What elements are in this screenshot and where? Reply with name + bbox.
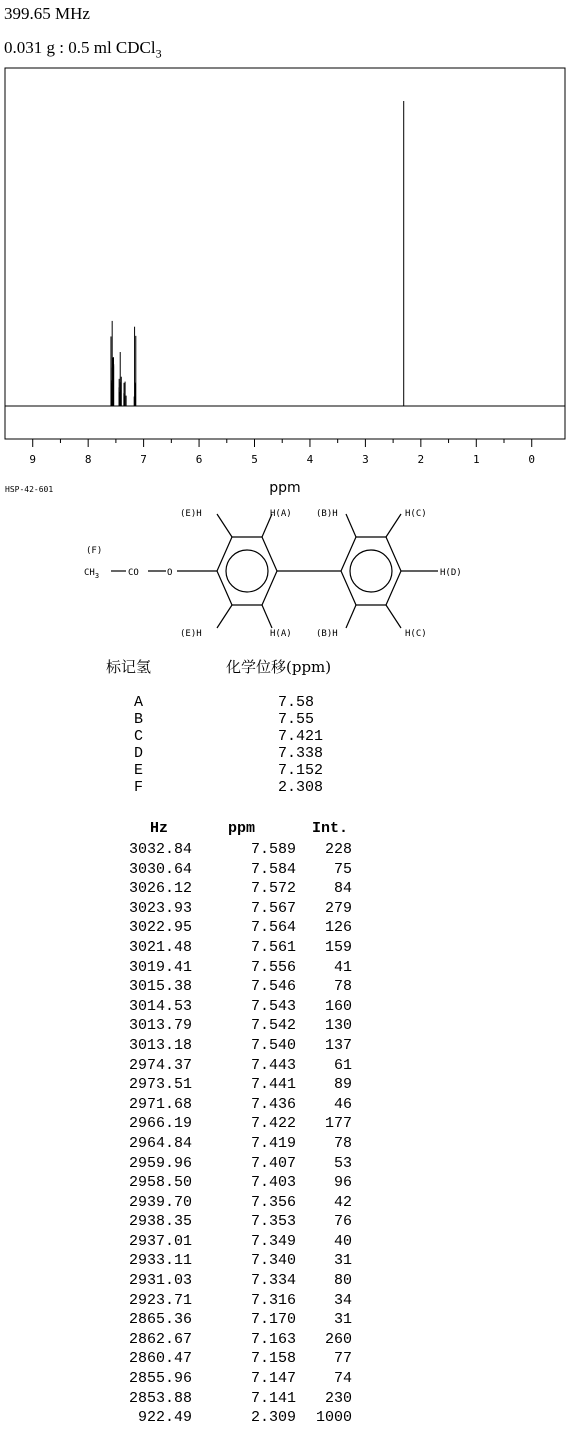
- molecule-structure: [111, 514, 438, 628]
- ppm-value: 7.556: [250, 958, 296, 976]
- hz-value: 2964.84: [128, 1134, 192, 1152]
- peak-list-row: [100, 1291, 370, 1311]
- sample-text: 0.031 g : 0.5 ml CDCl: [4, 38, 156, 57]
- peak-list-row: [100, 1154, 370, 1174]
- label-B-top: (B)H: [316, 509, 338, 519]
- peak-list-row: [100, 1075, 370, 1095]
- int-value: 40: [333, 1232, 352, 1250]
- x-tick-label-2: 2: [417, 453, 425, 466]
- peak-list-rows: [100, 840, 370, 1428]
- ppm-value: 7.422: [250, 1115, 296, 1133]
- label-B-bot: (B)H: [316, 629, 338, 639]
- int-value: 78: [333, 1134, 352, 1152]
- int-value: 96: [333, 1174, 352, 1192]
- int-value: 279: [324, 899, 352, 917]
- peak-list-row: [100, 918, 370, 938]
- label-C-top: H(C): [405, 509, 427, 519]
- ppm-value: 7.356: [250, 1193, 296, 1211]
- int-value: 31: [333, 1252, 352, 1270]
- hz-value: 2971.68: [128, 1095, 192, 1113]
- hydrogen-label: F: [134, 779, 144, 796]
- peak-list-row: [100, 1310, 370, 1330]
- ppm-value: 7.419: [250, 1134, 296, 1152]
- ppm-value: 7.353: [250, 1213, 296, 1231]
- peak-list-row: [100, 1389, 370, 1409]
- x-tick-label-7: 7: [140, 453, 147, 466]
- chemical-shift: 7.152: [278, 762, 324, 779]
- carbonyl-group: CO: [128, 568, 139, 578]
- assignment-table: [96, 656, 376, 796]
- spectrometer-frequency: 399.65 MHz: [4, 4, 90, 23]
- peak-list-row: [100, 1232, 370, 1252]
- hz-value: 2966.19: [128, 1115, 192, 1133]
- int-value: 53: [333, 1154, 352, 1172]
- label-E-top: (E)H: [180, 509, 202, 519]
- hz-value: 2862.67: [128, 1330, 192, 1348]
- int-value: 159: [324, 938, 352, 956]
- plot-frame: [5, 68, 565, 439]
- x-tick-label-0: 0: [528, 453, 536, 466]
- label-A-top: H(A): [270, 509, 292, 519]
- int-value: 137: [324, 1036, 352, 1054]
- col-chemical-shift: 化学位移(ppm): [226, 658, 332, 676]
- assignment-rows: [96, 694, 376, 796]
- ppm-value: 7.170: [250, 1311, 296, 1329]
- right-aromatic-circle: [350, 550, 392, 592]
- hz-value: 2939.70: [128, 1193, 192, 1211]
- ppm-value: 7.403: [250, 1174, 296, 1192]
- x-tick-label-9: 9: [29, 453, 37, 466]
- chemical-shift: 7.58: [278, 694, 315, 711]
- methyl-group: $CH_3$: [84, 568, 100, 580]
- hz-value: 2958.50: [128, 1174, 192, 1192]
- peak-list-row: [100, 1173, 370, 1193]
- int-value: 78: [333, 978, 352, 996]
- hz-value: 3019.41: [128, 958, 192, 976]
- int-value: 89: [333, 1076, 352, 1094]
- peak-list-row: [100, 1330, 370, 1350]
- hz-value: 2937.01: [128, 1232, 192, 1250]
- hz-value: 3023.93: [128, 899, 192, 917]
- peak-list-header: [100, 818, 370, 840]
- ppm-value: 7.443: [250, 1056, 296, 1074]
- hz-value: 922.49: [137, 1409, 192, 1427]
- peak-list-row: [100, 1349, 370, 1369]
- chemical-shift: 7.338: [278, 745, 324, 762]
- col-hydrogen-label: 标记氢: [106, 658, 152, 676]
- int-value: 46: [333, 1095, 352, 1113]
- hz-value: 2933.11: [128, 1252, 192, 1270]
- ppm-value: 7.589: [250, 841, 296, 858]
- assignment-row: [96, 779, 376, 796]
- peak-list-row: [100, 958, 370, 978]
- ppm-value: 7.567: [250, 899, 296, 917]
- hz-value: 3014.53: [128, 997, 192, 1015]
- chemical-shift: 7.421: [278, 728, 324, 745]
- int-value: 126: [324, 919, 352, 937]
- peak-list-row: [100, 1193, 370, 1213]
- int-value: 61: [333, 1056, 352, 1074]
- ppm-value: 7.564: [250, 919, 296, 937]
- ppm-value: 7.147: [250, 1370, 296, 1388]
- ppm-value: 7.340: [250, 1252, 296, 1270]
- int-value: 160: [324, 997, 352, 1015]
- hz-value: 3013.18: [128, 1036, 192, 1054]
- hz-value: 3026.12: [128, 880, 192, 898]
- int-value: 84: [333, 880, 352, 898]
- nmr-spectrum-chart: [0, 0, 570, 660]
- peak-list-row: [100, 1408, 370, 1428]
- int-value: 1000: [315, 1409, 352, 1427]
- ppm-value: 7.407: [250, 1154, 296, 1172]
- assignment-row: [96, 728, 376, 745]
- hz-value: 2855.96: [128, 1370, 192, 1388]
- hz-value: 2959.96: [128, 1154, 192, 1172]
- hydrogen-label: E: [134, 762, 144, 779]
- int-value: 77: [333, 1350, 352, 1368]
- assignment-row: [96, 762, 376, 779]
- ppm-value: 7.334: [250, 1272, 296, 1290]
- peak-list-table: [100, 818, 370, 1428]
- col-int: Int.: [312, 820, 349, 837]
- ppm-value: 7.572: [250, 880, 296, 898]
- int-value: 34: [333, 1291, 352, 1309]
- peak-list-row: [100, 1056, 370, 1076]
- x-axis-ticks: [29, 439, 535, 466]
- hz-value: 3032.84: [128, 841, 192, 858]
- hydrogen-label: D: [134, 745, 144, 762]
- assignment-row: [96, 694, 376, 711]
- label-E-bot: (E)H: [180, 629, 202, 639]
- ppm-value: 7.163: [250, 1330, 296, 1348]
- hz-value: 3030.64: [128, 860, 192, 878]
- peak-list-row: [100, 1134, 370, 1154]
- ppm-value: 7.316: [250, 1291, 296, 1309]
- hz-value: 2973.51: [128, 1076, 192, 1094]
- peak-list-row: [100, 1016, 370, 1036]
- x-tick-label-3: 3: [362, 453, 369, 466]
- hz-value: 2931.03: [128, 1272, 192, 1290]
- peak-list-row: [100, 899, 370, 919]
- spectrum-id: HSP-42-601: [5, 485, 54, 494]
- hydrogen-label: C: [134, 728, 144, 745]
- ppm-value: 7.436: [250, 1095, 296, 1113]
- int-value: 130: [324, 1017, 352, 1035]
- hydrogen-label: B: [134, 711, 144, 728]
- label-F: (F): [86, 546, 103, 556]
- ppm-value: 7.543: [250, 997, 296, 1015]
- hz-value: 2865.36: [128, 1311, 192, 1329]
- peak-list-row: [100, 1212, 370, 1232]
- int-value: 177: [324, 1115, 352, 1133]
- peak-list-row: [100, 977, 370, 997]
- hz-value: 2853.88: [128, 1389, 192, 1407]
- peak-list-row: [100, 860, 370, 880]
- label-C-bot: H(C): [405, 629, 427, 639]
- x-axis-label: ppm: [269, 480, 301, 496]
- int-value: 80: [333, 1272, 352, 1290]
- bond-HC-bot: [386, 605, 401, 628]
- chemical-shift: 2.308: [278, 779, 324, 796]
- label-D: H(D): [440, 568, 462, 578]
- peak-list-row: [100, 1251, 370, 1271]
- int-value: 75: [333, 860, 352, 878]
- peak-list-row: [100, 1271, 370, 1291]
- bond-HE-bot: [217, 605, 232, 628]
- bond-HE-top: [217, 514, 232, 537]
- int-value: 260: [324, 1330, 352, 1348]
- bond-HB-top: [346, 514, 356, 537]
- int-value: 31: [333, 1311, 352, 1329]
- peak-list-row: [100, 1114, 370, 1134]
- col-ppm: ppm: [228, 820, 256, 837]
- int-value: 230: [324, 1389, 352, 1407]
- int-value: 42: [333, 1193, 352, 1211]
- hz-value: 3022.95: [128, 919, 192, 937]
- ester-oxygen: O: [167, 568, 173, 578]
- peak-list-row: [100, 1369, 370, 1389]
- assignment-row: [96, 711, 376, 728]
- ppm-value: 7.158: [250, 1350, 296, 1368]
- ppm-value: 2.309: [250, 1409, 296, 1427]
- peak-list-row: [100, 840, 370, 860]
- col-hz: Hz: [150, 820, 169, 837]
- hz-value: 2938.35: [128, 1213, 192, 1231]
- bond-HA-bot: [262, 605, 272, 628]
- hz-value: 3021.48: [128, 938, 192, 956]
- peak-list-row: [100, 1095, 370, 1115]
- x-tick-label-6: 6: [195, 453, 203, 466]
- int-value: 74: [333, 1370, 352, 1388]
- hz-value: 2923.71: [128, 1291, 192, 1309]
- x-tick-label-5: 5: [251, 453, 258, 466]
- int-value: 76: [333, 1213, 352, 1231]
- peak-list-row: [100, 938, 370, 958]
- hz-value: 3013.79: [128, 1017, 192, 1035]
- x-tick-label-4: 4: [306, 453, 314, 466]
- ppm-value: 7.561: [250, 938, 296, 956]
- chemical-shift: 7.55: [278, 711, 315, 728]
- ppm-value: 7.542: [250, 1017, 296, 1035]
- peak-list-row: [100, 879, 370, 899]
- hz-value: 2860.47: [128, 1350, 192, 1368]
- hz-value: 2974.37: [128, 1056, 192, 1074]
- structure-labels: [84, 509, 462, 639]
- ppm-value: 7.546: [250, 978, 296, 996]
- left-aromatic-circle: [226, 550, 268, 592]
- bond-HB-bot: [346, 605, 356, 628]
- ppm-value: 7.141: [250, 1389, 296, 1407]
- ppm-value: 7.540: [250, 1036, 296, 1054]
- x-tick-label-8: 8: [84, 453, 92, 466]
- x-tick-label-1: 1: [472, 453, 480, 466]
- sample-subscript: 3: [155, 46, 162, 61]
- int-value: 41: [333, 958, 352, 976]
- hz-value: 3015.38: [128, 978, 192, 996]
- ppm-value: 7.441: [250, 1076, 296, 1094]
- int-value: 228: [324, 841, 352, 858]
- hydrogen-label: A: [134, 694, 144, 711]
- bond-HC-top: [386, 514, 401, 537]
- assignment-row: [96, 745, 376, 762]
- peak-list-row: [100, 1036, 370, 1056]
- peak-list-row: [100, 997, 370, 1017]
- ppm-value: 7.349: [250, 1232, 296, 1250]
- ppm-value: 7.584: [250, 860, 296, 878]
- label-A-bot: H(A): [270, 629, 292, 639]
- assignment-header: [96, 656, 376, 680]
- peaks-layer: [111, 101, 404, 406]
